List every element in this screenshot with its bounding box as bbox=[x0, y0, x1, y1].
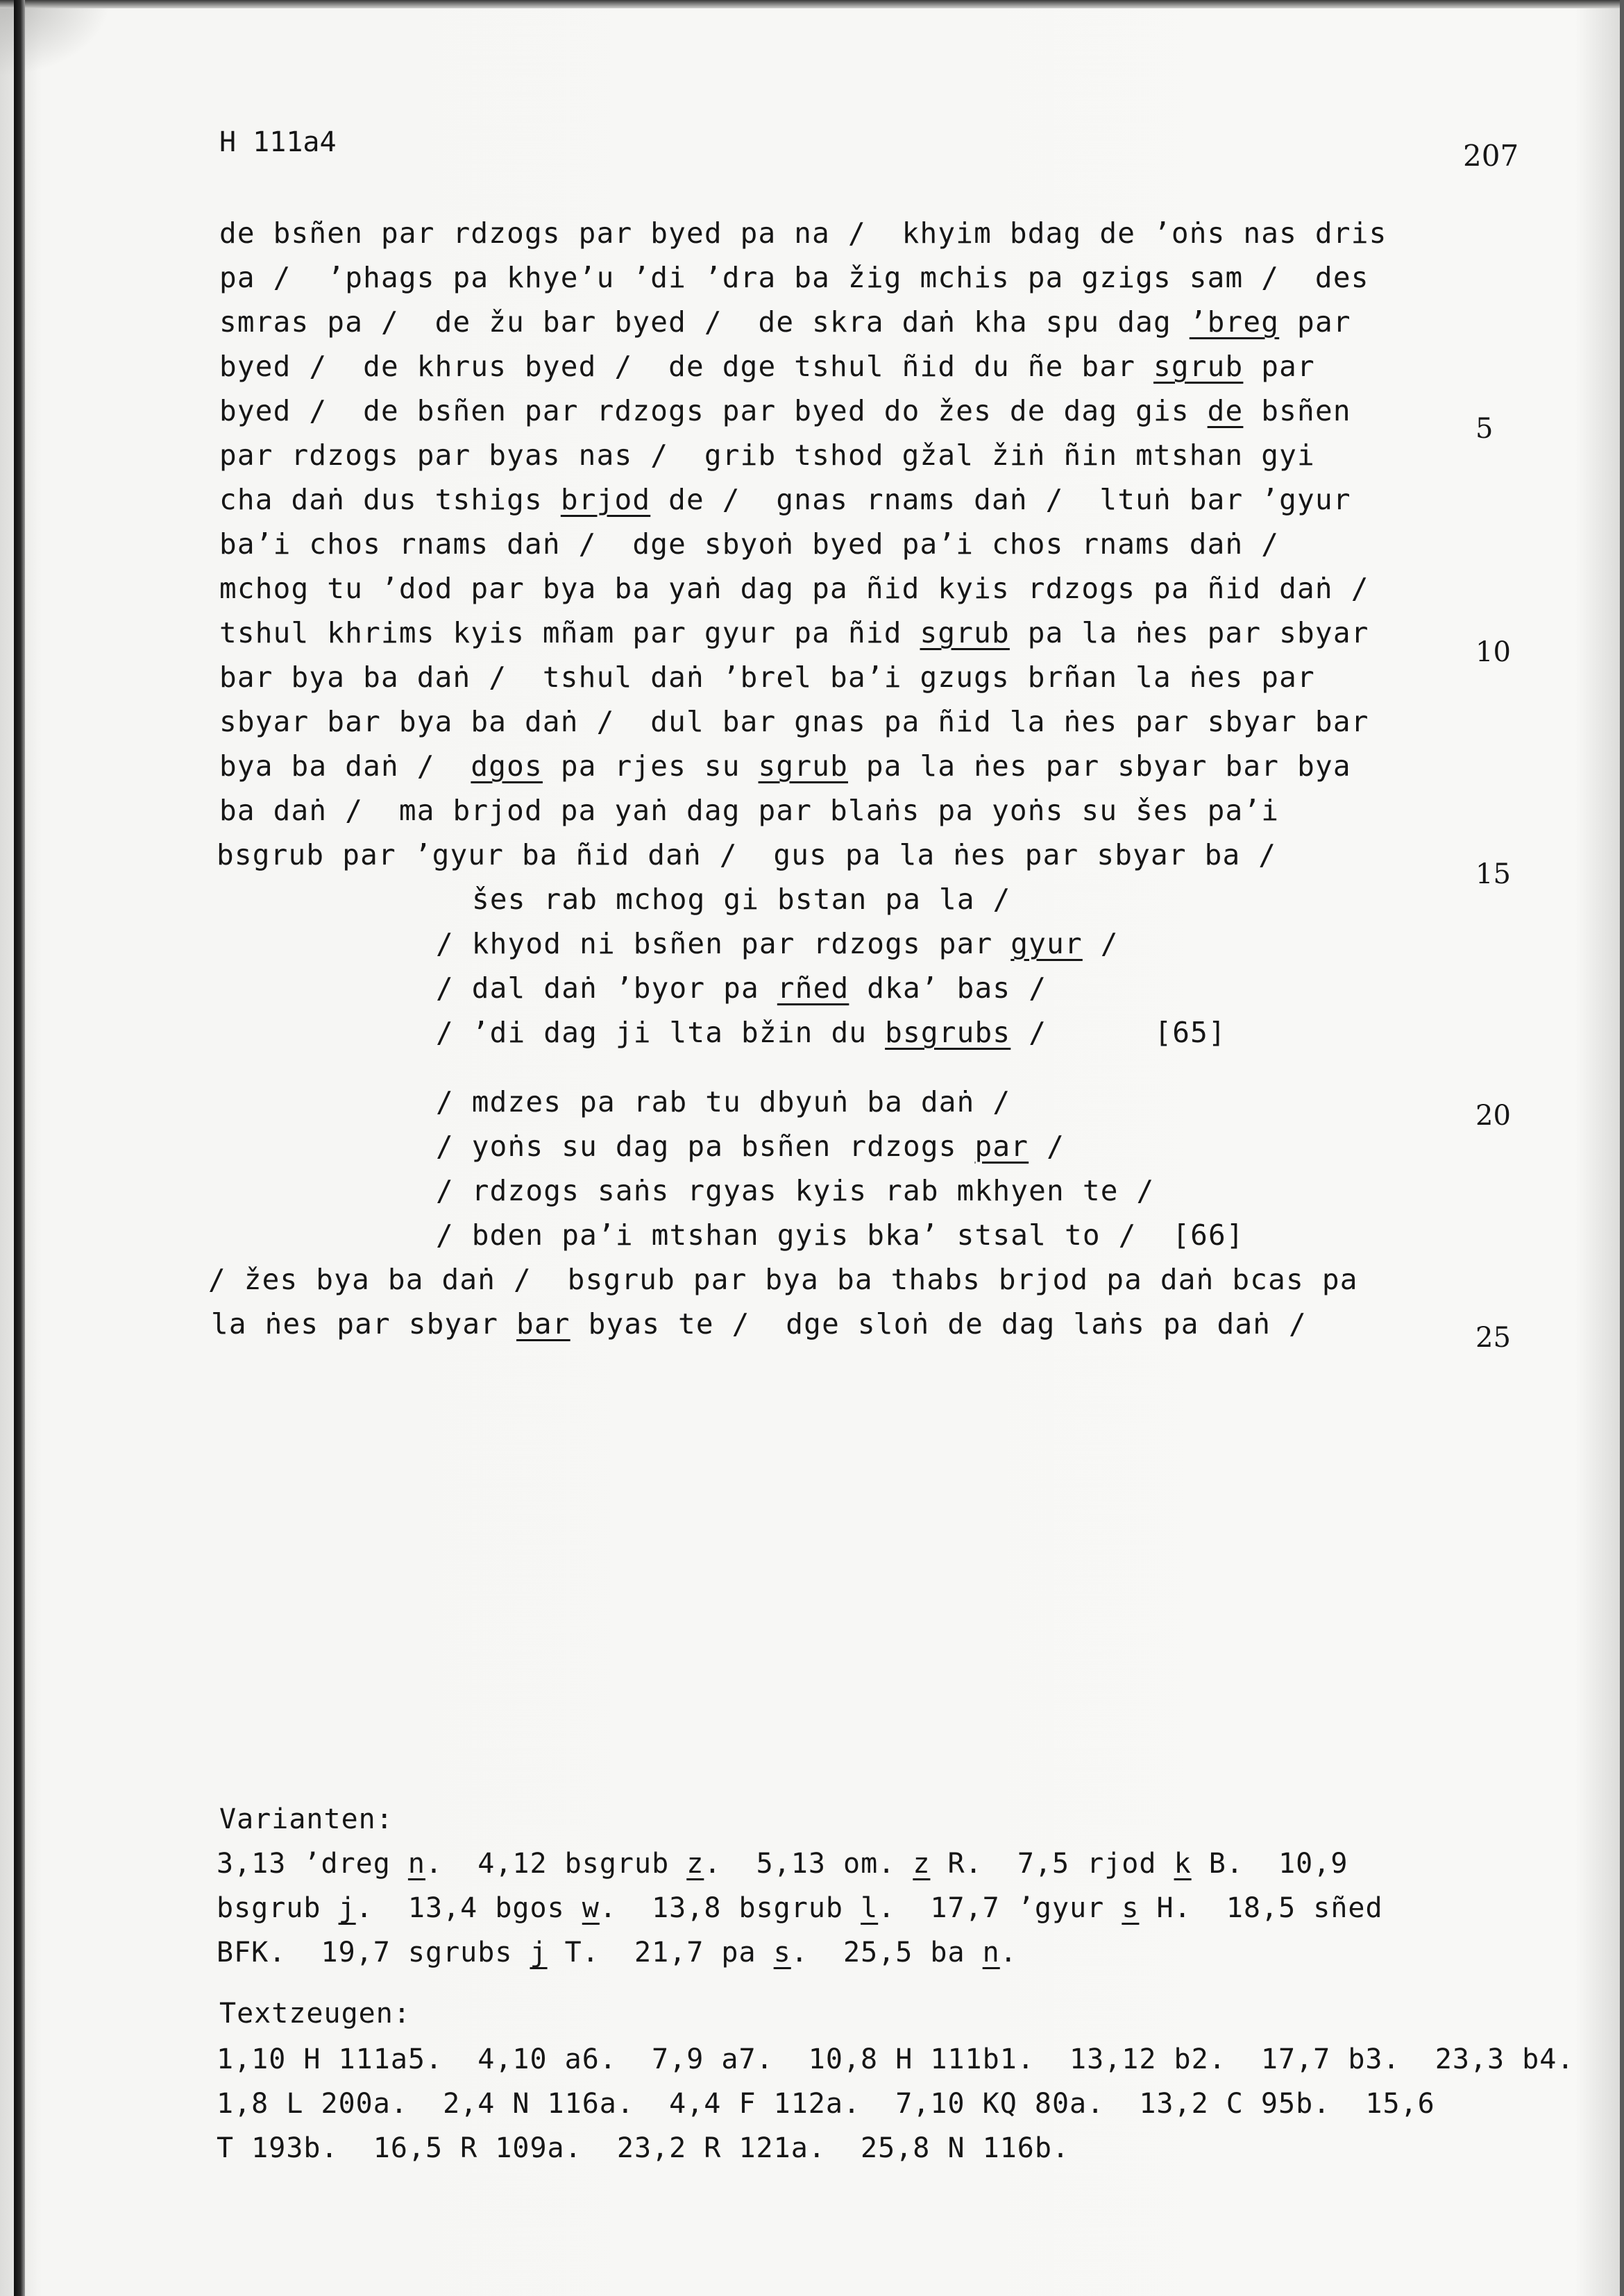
text-line bbox=[436, 1218, 1244, 1252]
folio-siglum: H 111a4 bbox=[219, 126, 337, 158]
varianten-line bbox=[217, 1894, 1383, 1922]
text-segment: sbyar bar bya ba daṅ / dul bar gnas pa ñid la ṅes par sbyar bar bbox=[219, 705, 1369, 738]
text-segment: / yoṅs su dag pa bsñen rdzogs bbox=[436, 1130, 975, 1163]
underlined-word: bsgrubs bbox=[885, 1016, 1011, 1049]
manuscript-sigil: s bbox=[773, 1937, 791, 1968]
underlined-word: dgos bbox=[471, 749, 543, 783]
variant-text: H. 18,5 sñed bbox=[1139, 1892, 1383, 1924]
underlined-word: sgrub bbox=[1153, 350, 1244, 383]
underlined-word: ’breg bbox=[1189, 305, 1280, 339]
text-line bbox=[436, 1085, 1011, 1119]
varianten-heading: Varianten: bbox=[219, 1803, 394, 1835]
text-segment: pa rjes su bbox=[542, 749, 759, 783]
text-segment: šes rab mchog gi bstan pa la / bbox=[472, 883, 1011, 916]
manuscript-sigil: n bbox=[407, 1848, 425, 1880]
variant-text: BFK. 19,7 sgrubs bbox=[217, 1937, 530, 1968]
text-segment: byas te / dge sloṅ de dag laṅs pa daṅ / bbox=[570, 1307, 1307, 1341]
text-segment: tshul khrims kyis mñam par gyur pa ñid bbox=[219, 616, 920, 649]
variant-text: . 13,8 bsgrub bbox=[599, 1892, 861, 1924]
text-line bbox=[436, 1132, 1065, 1161]
variant-text: . 13,4 bgos bbox=[355, 1892, 582, 1924]
text-segment: / mdzes pa rab tu dbyuṅ ba daṅ / bbox=[436, 1085, 1011, 1119]
underlined-word: sgrub bbox=[920, 616, 1010, 649]
text-segment: / khyod ni bsñen par rdzogs par bbox=[436, 927, 1011, 960]
text-line bbox=[219, 216, 1387, 250]
text-segment: pa la ṅes par sbyar bar bya bbox=[847, 749, 1351, 783]
textzeugen-line: 1,10 H 111a5. 4,10 a6. 7,9 a7. 10,8 H 111b1. 13,12 b2. 17,7 b3. 23,3 b4. bbox=[217, 2043, 1575, 2075]
scan-top-edge bbox=[0, 0, 1624, 8]
text-line bbox=[211, 1307, 1307, 1341]
textzeugen-heading: Textzeugen: bbox=[219, 1998, 411, 2030]
text-line bbox=[217, 838, 1277, 871]
variant-text: R. 7,5 rjod bbox=[930, 1848, 1174, 1880]
variant-text: bsgrub bbox=[217, 1892, 339, 1924]
varianten-line bbox=[217, 1850, 1348, 1878]
text-line bbox=[219, 616, 1369, 649]
text-segment: par bbox=[1243, 350, 1315, 383]
manuscript-sigil: z bbox=[686, 1848, 704, 1880]
manuscript-sigil: l bbox=[861, 1892, 879, 1924]
scan-right-edge bbox=[1620, 0, 1624, 2296]
line-number: 20 bbox=[1475, 1100, 1511, 1132]
manuscript-sigil: j bbox=[338, 1892, 356, 1924]
text-line bbox=[219, 352, 1315, 381]
scan-left-edge bbox=[14, 0, 25, 2296]
text-segment: / ’di dag ji lta bžin du bbox=[436, 1016, 886, 1049]
variant-text: . bbox=[999, 1937, 1017, 1968]
manuscript-sigil: w bbox=[582, 1892, 600, 1924]
manuscript-sigil: z bbox=[913, 1848, 931, 1880]
text-segment: / rdzogs saṅs rgyas kyis rab mkhyen te / bbox=[436, 1174, 1155, 1207]
varianten-line bbox=[217, 1939, 1017, 1966]
page-number: 207 bbox=[1463, 139, 1519, 173]
text-segment: par rdzogs par byas nas / grib tshod gžal žiṅ ñin mtshan gyi bbox=[219, 439, 1315, 472]
text-segment: / bden pa’i mtshan gyis bka’ stsal to / [66] bbox=[436, 1218, 1244, 1252]
variant-text: . 25,5 ba bbox=[790, 1937, 983, 1968]
manuscript-sigil: k bbox=[1174, 1848, 1192, 1880]
text-line bbox=[436, 971, 1047, 1005]
underlined-word: gyur bbox=[1010, 927, 1083, 960]
manuscript-sigil: n bbox=[982, 1937, 1000, 1968]
text-segment: pa la ṅes par sbyar bbox=[1009, 616, 1369, 649]
text-line bbox=[219, 749, 1351, 783]
text-segment: bar bya ba daṅ / tshul daṅ ’brel ba’i gzugs brñan la ṅes par bbox=[219, 661, 1315, 694]
variant-text: 3,13 ’dreg bbox=[217, 1848, 408, 1880]
text-line bbox=[219, 705, 1369, 738]
text-line bbox=[219, 441, 1315, 470]
text-line bbox=[208, 1263, 1358, 1296]
manuscript-sigil: j bbox=[530, 1937, 548, 1968]
underlined-word: rñed bbox=[777, 971, 849, 1005]
line-number: 25 bbox=[1475, 1322, 1511, 1354]
text-line bbox=[436, 1016, 1226, 1049]
text-segment: / žes bya ba daṅ / bsgrub par bya ba thabs brjod pa daṅ bcas pa bbox=[208, 1263, 1358, 1296]
underlined-word: brjod bbox=[560, 483, 651, 516]
text-line bbox=[219, 663, 1315, 692]
text-line bbox=[219, 261, 1369, 294]
text-segment: bya ba daṅ / bbox=[219, 749, 471, 783]
underlined-word: par bbox=[974, 1130, 1029, 1163]
text-segment: bsñen bbox=[1243, 394, 1351, 427]
variant-text: . 17,7 ’gyur bbox=[878, 1892, 1122, 1924]
text-segment: / [65] bbox=[1010, 1016, 1226, 1049]
text-segment: ba’i chos rnams daṅ / dge sbyoṅ byed pa’i chos rnams daṅ / bbox=[219, 527, 1280, 561]
textzeugen-line: 1,8 L 200a. 2,4 N 116a. 4,4 F 112a. 7,10 KQ 80a. 13,2 C 95b. 15,6 bbox=[217, 2088, 1435, 2120]
text-segment: cha daṅ dus tshigs bbox=[219, 483, 561, 516]
text-line bbox=[436, 1174, 1155, 1207]
line-number: 5 bbox=[1475, 413, 1494, 445]
text-segment: bsgrub par ’gyur ba ñid daṅ / gus pa la ṅes par sbyar ba / bbox=[217, 838, 1277, 871]
text-line bbox=[219, 527, 1280, 561]
text-segment: / dal daṅ ’byor pa bbox=[436, 971, 777, 1005]
underlined-word: de bbox=[1207, 394, 1244, 427]
variant-text: . 5,13 om. bbox=[704, 1848, 913, 1880]
text-line bbox=[219, 305, 1351, 339]
text-line bbox=[219, 572, 1369, 605]
text-segment: la ṅes par sbyar bbox=[211, 1307, 517, 1341]
text-segment: par bbox=[1279, 305, 1351, 339]
text-segment: dka’ bas / bbox=[849, 971, 1047, 1005]
text-line bbox=[219, 483, 1351, 516]
variant-text: T. 21,7 pa bbox=[547, 1937, 774, 1968]
text-segment: de bsñen par rdzogs par byed pa na / khyim bdag de ’oṅs nas dris bbox=[219, 216, 1387, 250]
text-segment: byed / de khrus byed / de dge tshul ñid du ñe bar bbox=[219, 350, 1153, 383]
underlined-word: sgrub bbox=[758, 749, 848, 783]
line-number: 15 bbox=[1475, 858, 1511, 890]
text-line bbox=[219, 394, 1351, 427]
text-segment: mchog tu ’dod par bya ba yaṅ dag pa ñid kyis rdzogs pa ñid daṅ / bbox=[219, 572, 1369, 605]
variant-text: B. 10,9 bbox=[1191, 1848, 1348, 1880]
text-segment: de / gnas rnams daṅ / ltuṅ bar ’gyur bbox=[650, 483, 1351, 516]
text-segment: ba daṅ / ma brjod pa yaṅ dag par blaṅs pa yoṅs su šes pa’i bbox=[219, 794, 1280, 827]
variant-text: . 4,12 bsgrub bbox=[425, 1848, 687, 1880]
text-line bbox=[472, 885, 1011, 914]
text-segment: byed / de bsñen par rdzogs par byed do žes de dag gis bbox=[219, 394, 1208, 427]
text-segment: smras pa / de žu bar byed / de skra daṅ kha spu dag bbox=[219, 305, 1190, 339]
text-segment: / bbox=[1082, 927, 1119, 960]
text-line bbox=[219, 794, 1280, 827]
text-segment: / bbox=[1029, 1130, 1065, 1163]
underlined-word: bar bbox=[516, 1307, 570, 1341]
text-line bbox=[436, 927, 1119, 960]
manuscript-sigil: s bbox=[1122, 1892, 1140, 1924]
line-number: 10 bbox=[1475, 636, 1511, 668]
textzeugen-line: T 193b. 16,5 R 109a. 23,2 R 121a. 25,8 N 116b. bbox=[217, 2132, 1070, 2164]
text-segment: pa / ’phags pa khye’u ’di ’dra ba žig mchis pa gzigs sam / des bbox=[219, 261, 1369, 294]
